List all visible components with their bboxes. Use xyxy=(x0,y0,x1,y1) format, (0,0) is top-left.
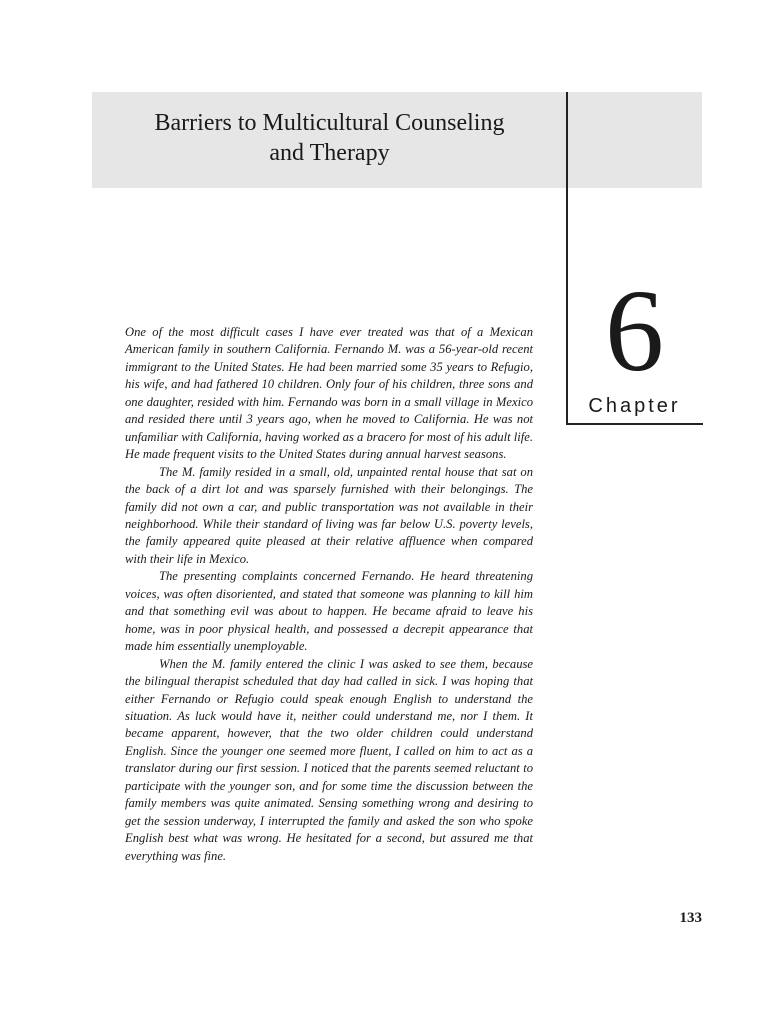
paragraph-4: When the M. family entered the clinic I was asked to see them, because the bilingual therapist scheduled that day had called in sick. I was hoping that either Fernando or Refugio could speak enough English to understand the situation. As luck would have it, neither could understand me, nor I them. It became apparent, however, that the two older children could understand English. Since the younger one seemed more fluent, I called on him to act as a translator during our first session. I noticed that the parents seemed reluctant to participate with the younger son, and for some time the discussion between the family members was quite animated. Sensing something wrong and desiring to get the session underway, I interrupted the family and asked the son who spoke English best what was wrong. He hesitated for a second, but assured me that everything was fine. xyxy=(125,656,533,863)
chapter-title-line-2: and Therapy xyxy=(269,140,390,166)
paragraph-3: The presenting complaints concerned Fernando. He heard threatening voices, was often disoriented, and stated that someone was planning to kill him and that something evil was about to happen. He became afraid to leave his home, was in poor physical health, and possessed a decrepit appearance that made him essentially unemployable. xyxy=(125,569,533,654)
page-number: 133 xyxy=(679,910,702,926)
chapter-number: 6 xyxy=(605,265,664,396)
body-text xyxy=(125,324,533,865)
horizontal-rule xyxy=(566,423,703,425)
chapter-title xyxy=(92,108,567,168)
paragraph-2: The M. family resided in a small, old, unpainted rental house that sat on the back of a dirt lot and was sparsely furnished with their belongings. The family did not own a car, and public transportation was not available in their neighborhood. While their standard of living was far below U.S. poverty levels, the family appeared quite pleased at their relative affluence when compared with their life in Mexico. xyxy=(125,464,533,566)
chapter-title-line-1: Barriers to Multicultural Counseling xyxy=(154,110,505,136)
paragraph-1: One of the most difficult cases I have ever treated was that of a Mexican American family in southern California. Fernando M. was a 56-year-old recent immigrant to the United States. He had been married some 35 years to Refugio, his wife, and had fathered 10 children. Only four of his children, three sons and one daughter, resided with him. Fernando was born in a small village in Mexico and resided there until 3 years ago, when he moved to California. He was not unfamiliar with California, having worked as a bracero for most of his adult life. He made frequent visits to the United States during annual harvest seasons. xyxy=(125,325,533,462)
chapter-label: Chapter xyxy=(588,395,681,417)
